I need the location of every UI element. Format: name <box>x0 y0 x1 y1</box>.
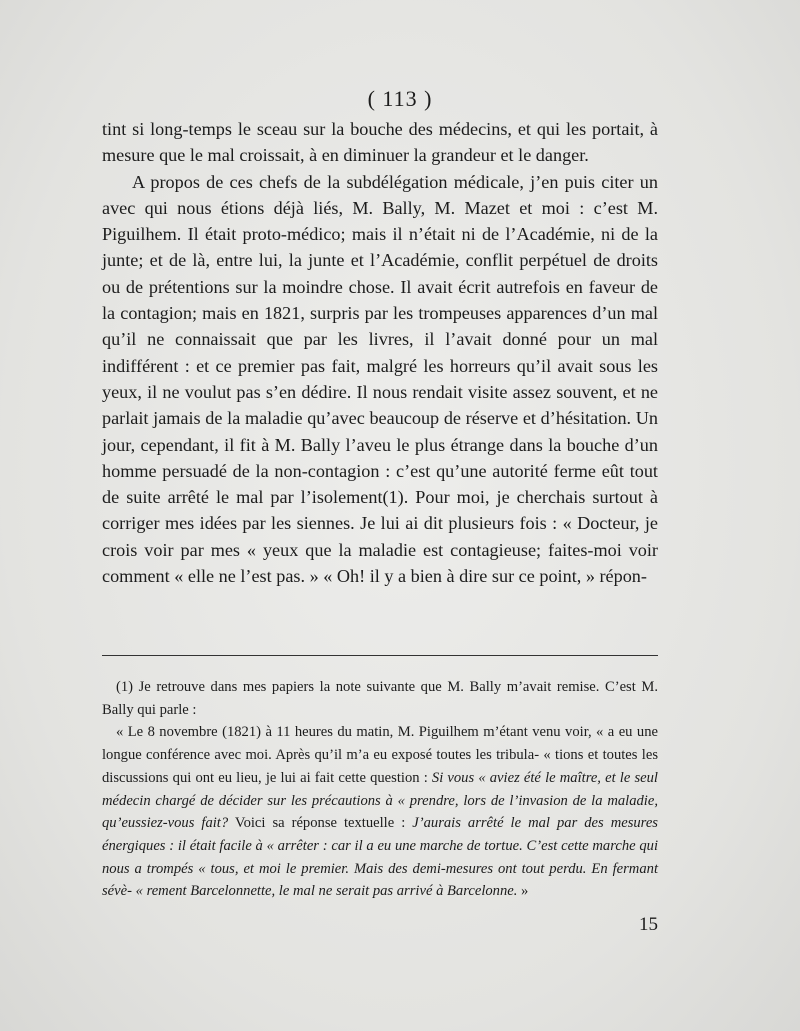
paragraph-2: A propos de ces chefs de la subdélégation médicale, j’en puis citer un avec qui nous étions déjà liés, M. Bally, M. Mazet et moi : c’est M. Piguilhem. Il était proto-médico; mais il n’était ni de l’Académie, ni de la junte; et de là, entre lui, la junte et l’Académie, conflit perpétuel de droits ou de prétentions sur la moindre chose. Il avait écrit autrefois en faveur de la contagion; mais en 1821, surpris par les trompeuses apparences d’un mal qu’il ne connaissait que par les livres, il l’avait donné pour un mal indifférent : et ce premier pas fait, malgré les horreurs qu’il avait sous les yeux, il ne voulut pas s’en dédire. Il nous rendait visite assez souvent, et ne parlait jamais de la maladie qu’avec beaucoup de réserve et d’hésitation. Un jour, cependant, il fit à M. Bally l’aveu le plus étrange dans la bouche d’un homme persuadé de la non-contagion : c’est qu’une autorité ferme eût tout de suite arrêté le mal par l’isolement(1). Pour moi, je cherchais surtout à corriger mes idées par les siennes. Je lui ai dit plusieurs fois : « Docteur, je crois voir par mes « yeux que la maladie est contagieuse; faites-moi voir comment « elle ne l’est pas. » « Oh! il y a bien à dire sur ce point, » répon- <box>102 171 658 587</box>
footnote-intro: (1) Je retrouve dans mes papiers la note suivante que M. Bally m’avait remise. C’est M. Bally qui parle : <box>102 679 658 718</box>
footnote <box>102 676 658 903</box>
footnote-rule <box>102 655 658 656</box>
paragraph-1: tint si long-temps le sceau sur la bouche des médecins, et qui les portait, à mesure que le mal croissait, à en diminuer la grandeur et le danger. <box>102 119 658 166</box>
page-number: ( 113 ) <box>367 86 433 111</box>
footnote-quote <box>102 721 658 903</box>
quote-roman-1: « Le 8 novembre (1821) à 11 heures du matin, M. Piguilhem m’étant venu voir, « a eu une longue conférence avec moi. Après qu’il m’a eu exposé toutes les tribula- « tions et toutes les discussions qui ont eu lieu, je lui ai fait cette question : <box>102 724 658 786</box>
quote-italic-1: Si vous « aviez été le maître, et le seul médecin chargé de décider sur les précautions à « prendre, lors de l’invasion de la maladie, qu’eussiez-vous fait? <box>102 769 658 832</box>
quote-roman-2: Voici sa réponse textuelle : <box>234 815 406 832</box>
main-text <box>102 116 658 589</box>
signature-mark: 15 <box>639 914 658 935</box>
quote-close: » <box>517 883 529 900</box>
quote-italic-2: J’aurais arrêté le mal par des mesures énergiques : il était facile à « arrêter : car il a eu une marche de tortue. C’est cette marche qui nous a trompés « tous, et moi le premier. Mais des demi-mesures ont tout perdu. En fermant sévè- « rement Barcelonnette, le mal ne serait pas arrivé à Barcelonne. <box>102 815 658 900</box>
